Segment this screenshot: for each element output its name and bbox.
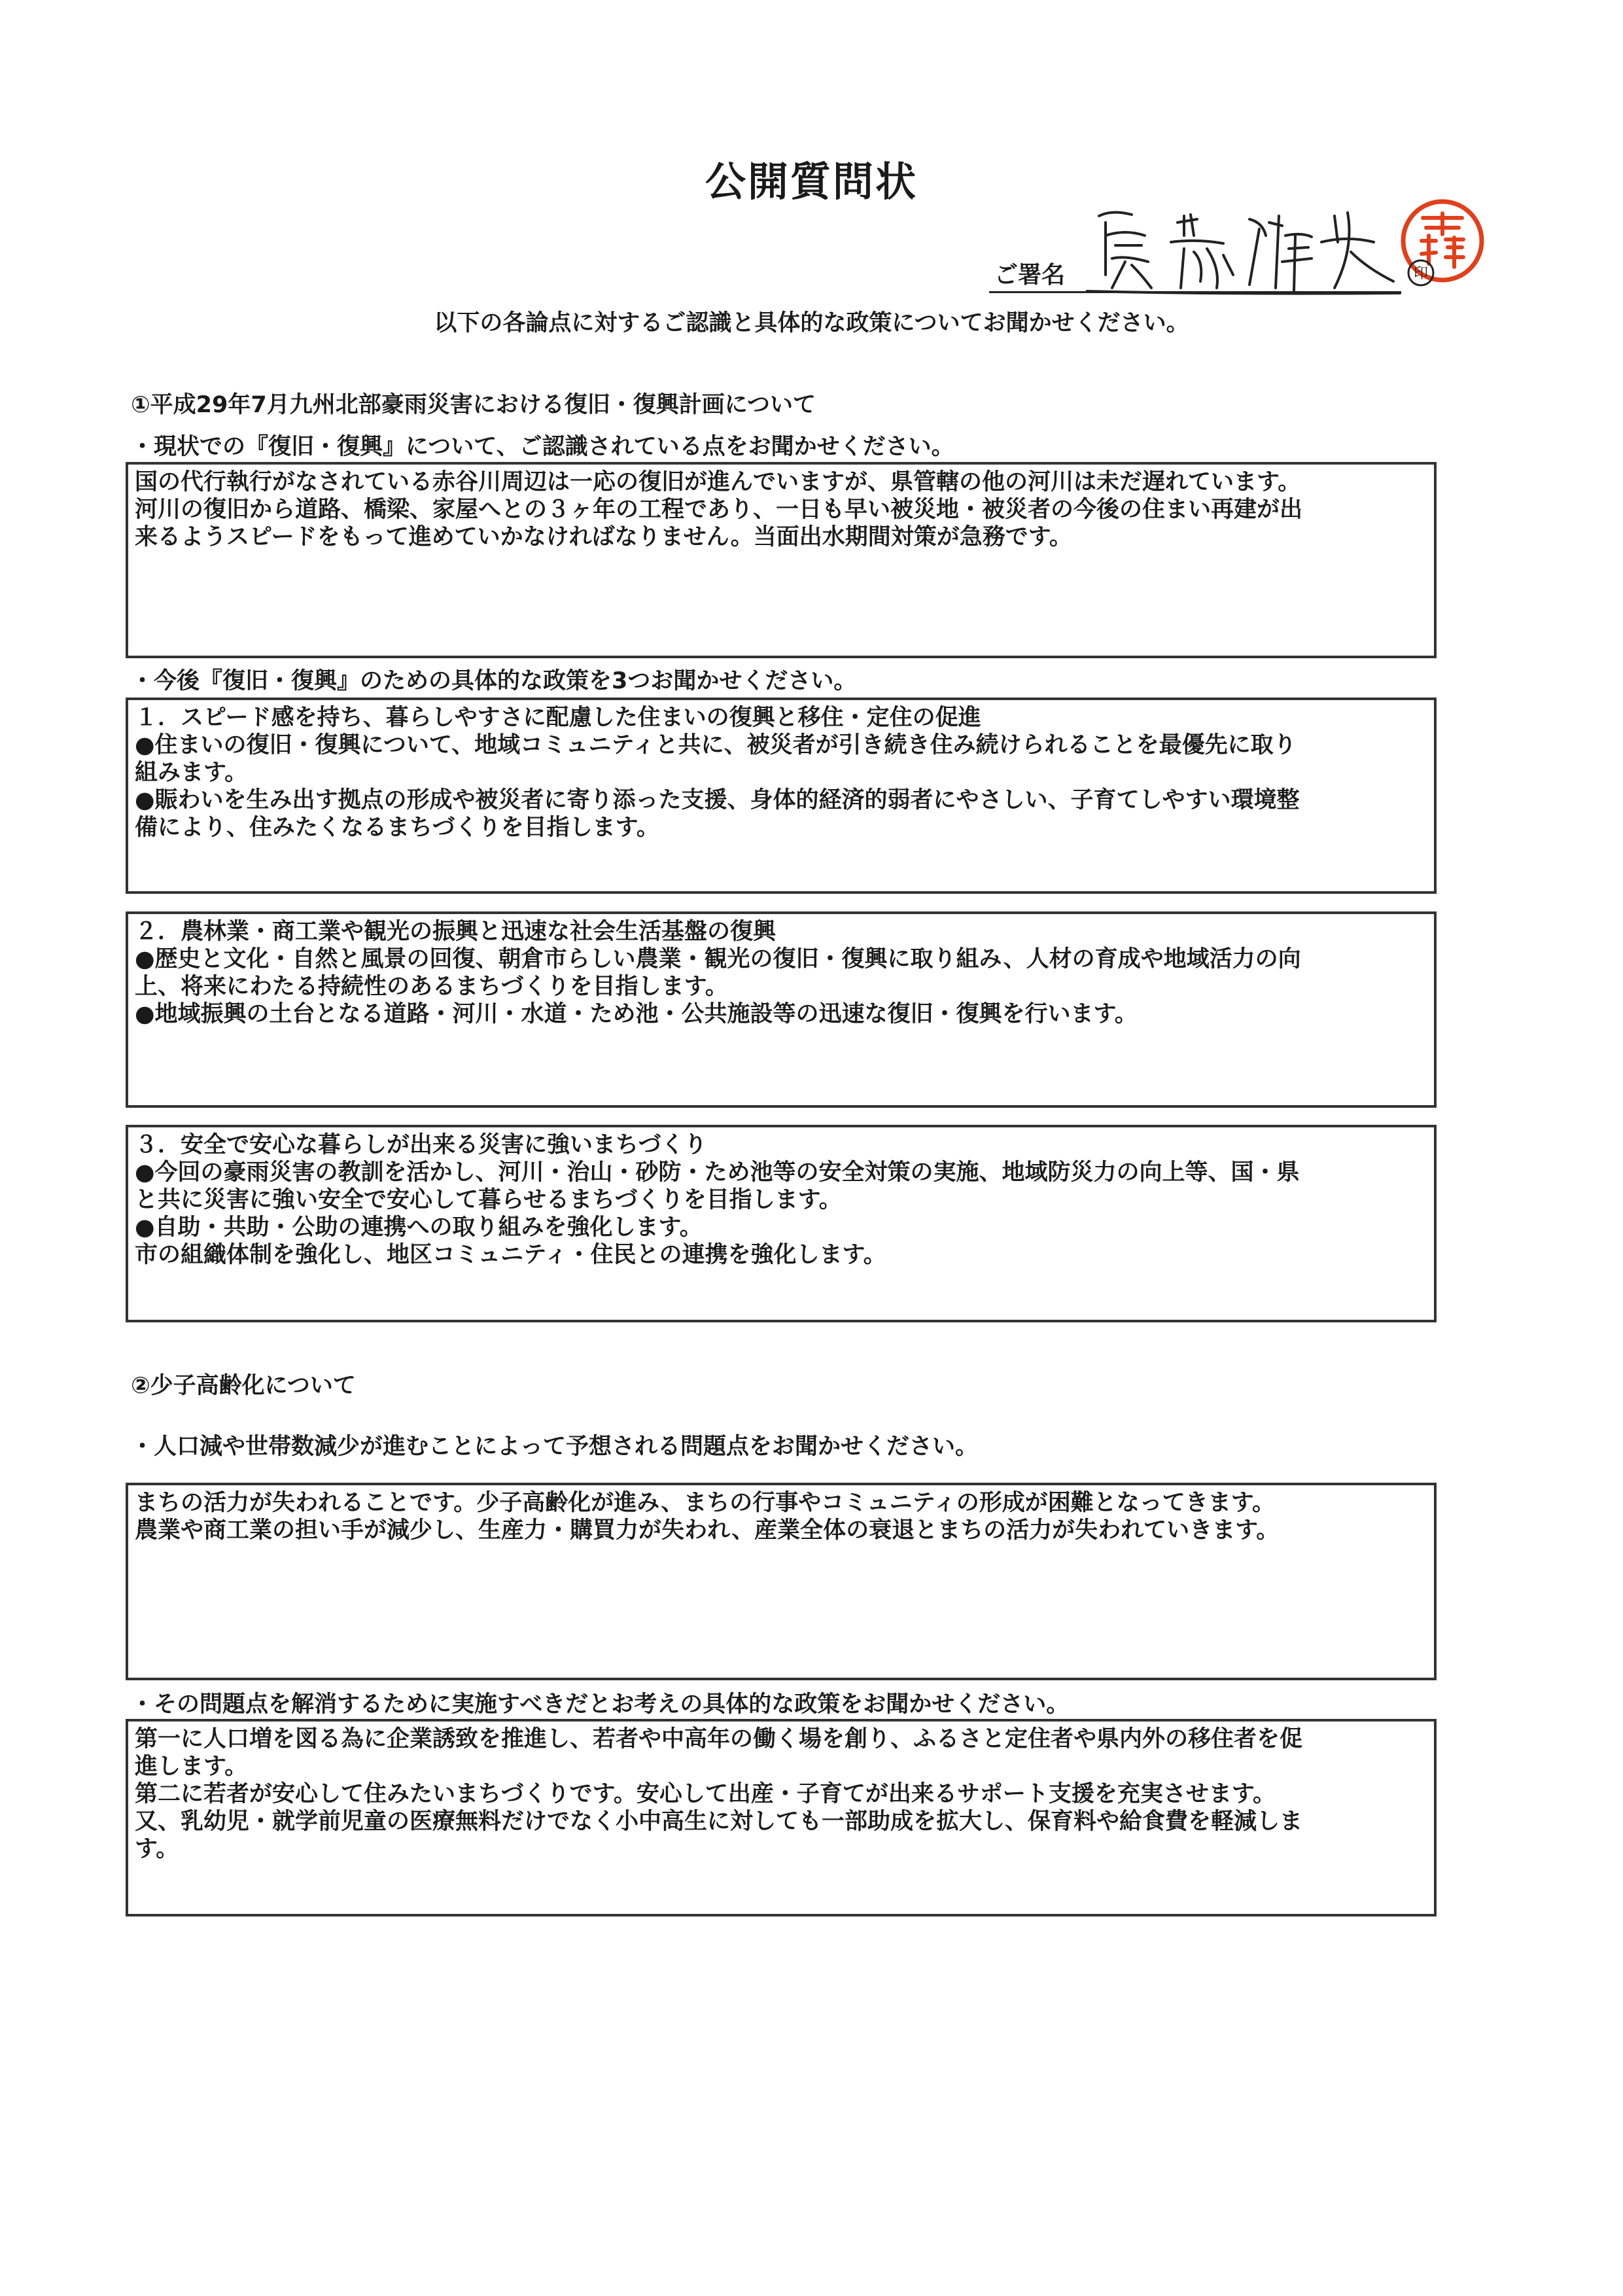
section2-answer2-box <box>126 1719 1437 1916</box>
handwritten-signature <box>1086 196 1413 301</box>
policy-title: ２．農林業・商工業や観光の振興と迅速な社会生活基盤の復興 <box>135 919 777 945</box>
answer-line: ●賑わいを生み出す拠点の形成や被災者に寄り添った支援、身体的経済的弱者にやさしい、子育てしやすい環境整 <box>135 787 1300 813</box>
section1-answer1-box <box>126 462 1437 658</box>
policy1-box <box>126 698 1437 894</box>
svg-text:印: 印 <box>1413 266 1429 282</box>
section2-prompt1: ・人口減や世帯数減少が進むことによって予想される問題点をお聞かせください。 <box>131 1434 979 1460</box>
answer-line: ●歴史と文化・自然と風景の回復、朝倉市らしい農業・観光の復旧・復興に取り組み、人材の育成や地域活力の向 <box>135 946 1301 972</box>
answer-line: 第一に人口増を図る為に企業誘致を推進し、若者や中高年の働く場を創り、ふるさと定住者や県内外の移住者を促 <box>135 1726 1303 1752</box>
answer-line: 進します。 <box>135 1754 248 1780</box>
answer-line: ●自助・共助・公助の連携への取り組みを強化します。 <box>135 1214 703 1241</box>
policy-title: １．スピード感を持ち、暮らしやすさに配慮した住まいの復興と移住・定住の促進 <box>135 705 981 731</box>
answer-line: 第二に若者が安心して住みたいまちづくりです。安心して出産・子育てが出来るサポート支援を充実させます。 <box>135 1781 1276 1807</box>
intro-text: 以下の各論点に対するご認識と具体的な政策についてお聞かせください。 <box>434 310 1189 336</box>
page-title: 公開質問状 <box>705 158 918 205</box>
answer-line: ●今回の豪雨災害の教訓を活かし、河川・治山・砂防・ため池等の安全対策の実施、地域防災力の向上等、国・県 <box>135 1159 1300 1186</box>
policy3-box <box>126 1125 1437 1322</box>
answer-line: 上、将来にわたる持続性のあるまちづくりを目指します。 <box>135 974 728 1000</box>
signature-label: ご署名 <box>994 262 1066 289</box>
answer-line: 備により、住みたくなるまちづくりを目指します。 <box>135 815 659 841</box>
answer-line: 又、乳幼児・就学前児童の医療無料だけでなく小中高生に対しても一部助成を拡大し、保育料や給食費を軽減しま <box>135 1809 1303 1835</box>
answer-line: 河川の復旧から道路、橋梁、家屋へとの３ヶ年の工程であり、一日も早い被災地・被災者の今後の住まい再建が出 <box>135 497 1303 523</box>
section1-heading: ①平成29年7月九州北部豪雨災害における復旧・復興計画について <box>131 392 816 418</box>
section2-heading: ②少子高齢化について <box>131 1373 356 1399</box>
section2-answer1-box <box>126 1483 1437 1680</box>
section1-prompt1: ・現状での『復旧・復興』について、ご認識されている点をお聞かせください。 <box>131 434 954 460</box>
answer-line: と共に災害に強い安全で安心して暮らせるまちづくりを目指します。 <box>135 1187 842 1213</box>
policy-title: ３．安全で安心な暮らしが出来る災害に強いまちづくり <box>135 1132 707 1158</box>
section1-prompt2: ・今後『復旧・復興』のための具体的な政策を3つお聞かせください。 <box>131 668 857 694</box>
policy2-box <box>126 911 1437 1108</box>
answer-line: 市の組織体制を強化し、地区コミュニティ・住民との連携を強化します。 <box>135 1242 886 1268</box>
section2-prompt2: ・その問題点を解消するために実施すべきだとお考えの具体的な政策をお聞かせください。 <box>131 1691 1070 1718</box>
answer-line: まちの活力が失われることです。少子高齢化が進み、まちの行事やコミュニティの形成が困難となってきます。 <box>135 1490 1276 1516</box>
answer-line: 国の代行執行がなされている赤谷川周辺は一応の復旧が進んでいますが、県管轄の他の河川は未だ遅れています。 <box>135 469 1301 495</box>
answer-line: 農業や商工業の担い手が減少し、生産力・購買力が失われ、産業全体の衰退とまちの活力が失われていきます。 <box>135 1517 1280 1544</box>
answer-line: ●地域振興の土台となる道路・河川・水道・ため池・公共施設等の迅速な復旧・復興を行います。 <box>135 1001 1138 1027</box>
answer-line: す。 <box>135 1836 179 1862</box>
answer-line: 組みます。 <box>135 760 248 786</box>
seal-mark-icon <box>1406 258 1435 287</box>
answer-line: 来るようスピードをもって進めていかなければなりません。当面出水期間対策が急務です。 <box>135 524 1072 550</box>
answer-line: ●住まいの復旧・復興について、地域コミュニティと共に、被災者が引き続き住み続けられることを最優先に取り <box>135 732 1297 758</box>
